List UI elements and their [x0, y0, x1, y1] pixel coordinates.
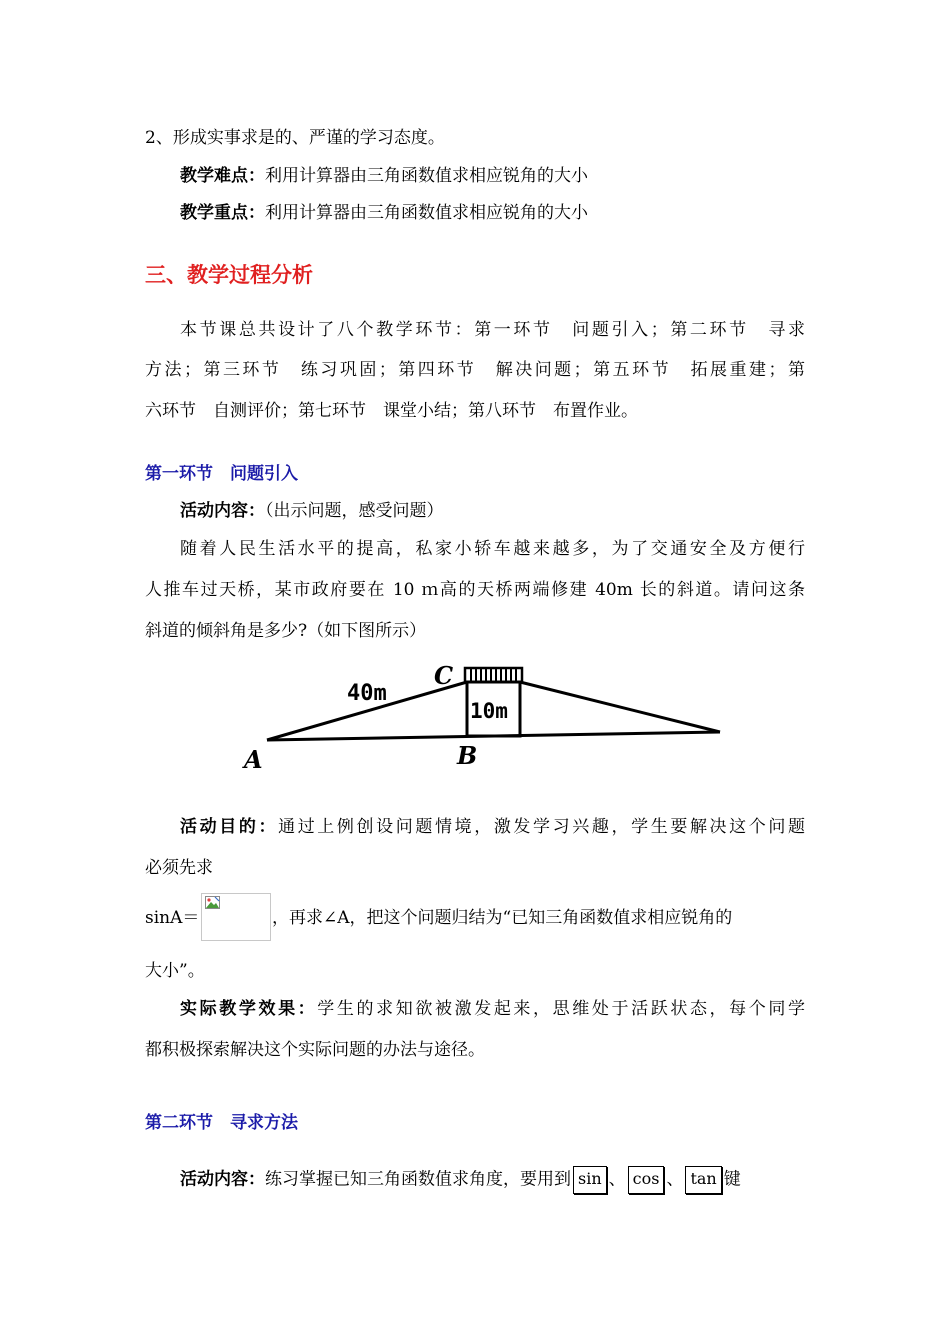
key-point-label: 教学重点：	[180, 203, 265, 223]
label-40m: 40m	[347, 681, 387, 706]
label-10m: 10m	[470, 699, 508, 723]
sin-suffix: ，再求∠A，把这个问题归结为“已知三角函数值求相应锐角的	[272, 908, 733, 928]
problem-line-3: 斜道的倾斜角是多少?（如下图所示）	[145, 621, 427, 641]
intro-line-3: 六环节 自测评价；第七环节 课堂小结；第八环节 布置作业。	[145, 401, 638, 421]
step-1-heading: 第一环节 问题引入	[145, 464, 298, 484]
sin-key: sin	[573, 1166, 607, 1194]
difficulty-text: 利用计算器由三角函数值求相应锐角的大小	[265, 166, 588, 186]
step-2-content-text: 练习掌握已知三角函数值求角度，要用到	[265, 1169, 571, 1190]
step-1-content-text: （出示问题，感受问题）	[265, 501, 444, 521]
label-a: A	[244, 745, 263, 774]
teaching-difficulty	[180, 166, 588, 186]
broken-image-icon	[205, 896, 220, 909]
purpose-text: 通过上例创设问题情境，激发学习兴趣，学生要解决这个问题	[278, 817, 806, 837]
step-2-content	[180, 1166, 741, 1194]
problem-line-2: 人推车过天桥，某市政府要在 10 ｍ高的天桥两端修建 40m 长的斜道。请问这条	[145, 580, 805, 600]
goal-2: 2、形成实事求是的、严谨的学习态度。	[145, 128, 445, 148]
effect-line-1	[180, 999, 805, 1019]
intro-line-2: 方法；第三环节 练习巩固；第四环节 解决问题；第五环节 拓展重建；第	[145, 360, 805, 380]
tan-key: tan	[685, 1166, 721, 1194]
bridge-deck	[465, 668, 522, 682]
cos-key: cos	[628, 1166, 665, 1194]
intro-line-1: 本节课总共设计了八个教学环节：第一环节 问题引入；第二环节 寻求	[180, 320, 805, 340]
purpose-line-2: 必须先求	[145, 858, 213, 878]
purpose-line-4: 大小”。	[145, 961, 205, 981]
ramp-diagram	[235, 652, 735, 777]
effect-text: 学生的求知欲被激发起来，思维处于活跃状态，每个同学	[317, 999, 806, 1019]
key-suffix: 键	[723, 1169, 741, 1190]
purpose-label: 活动目的：	[180, 817, 279, 837]
label-b: B	[457, 741, 478, 770]
teaching-key-point	[180, 203, 588, 223]
effect-label: 实际教学效果：	[180, 999, 318, 1019]
step-1-content-label: 活动内容：	[180, 501, 265, 521]
label-c: C	[434, 661, 454, 690]
key-separator: 、	[608, 1169, 626, 1190]
key-point-text: 利用计算器由三角函数值求相应锐角的大小	[265, 203, 588, 223]
problem-line-1: 随着人民生活水平的提高，私家小轿车越来越多，为了交通安全及方便行	[180, 539, 805, 559]
section-3-heading: 三、教学过程分析	[145, 263, 313, 287]
difficulty-label: 教学难点：	[180, 166, 265, 186]
slope-right	[520, 682, 720, 732]
bridge-railing	[471, 668, 516, 682]
purpose-line-1	[180, 817, 805, 837]
key-separator: 、	[666, 1169, 684, 1190]
step-1-content	[180, 501, 444, 521]
effect-line-2: 都积极探索解决这个实际问题的办法与途径。	[145, 1040, 485, 1060]
step-2-content-label: 活动内容：	[180, 1169, 265, 1190]
step-2-heading: 第二环节 寻求方法	[145, 1113, 298, 1133]
sin-prefix: sinA＝	[145, 908, 200, 928]
broken-image-placeholder	[201, 893, 271, 941]
